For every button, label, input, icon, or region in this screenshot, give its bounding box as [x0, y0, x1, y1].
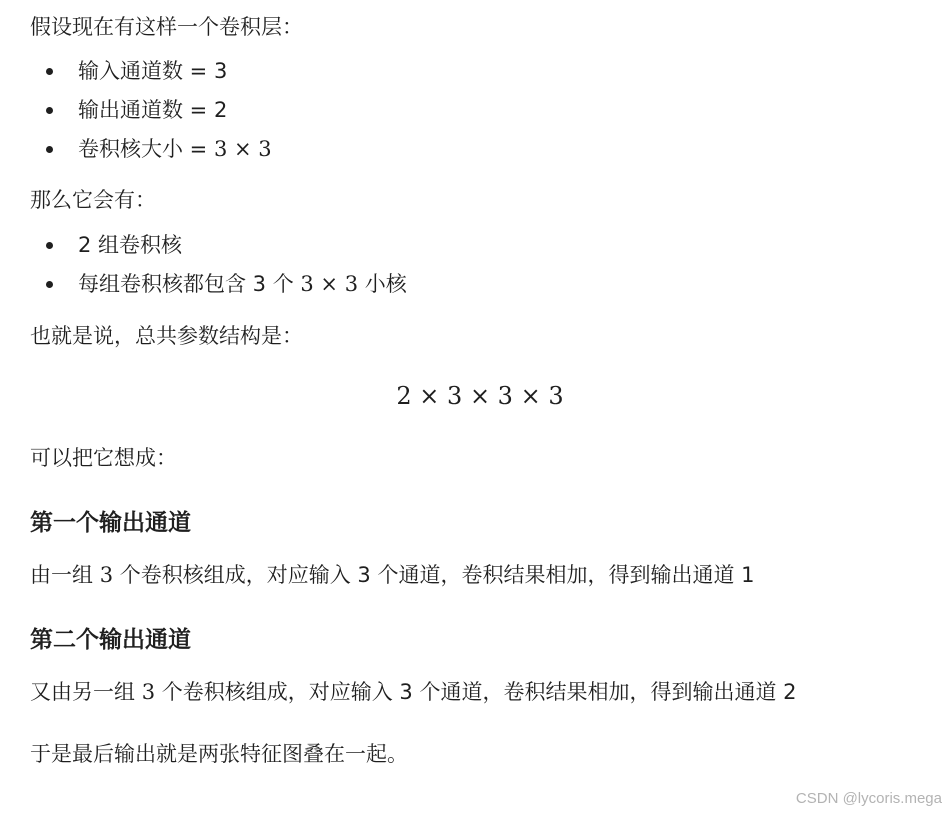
list-item — [30, 268, 407, 307]
think-as-text: 可以把它想成： — [30, 446, 177, 470]
math-inline: 3 × 3 — [213, 137, 272, 161]
list-item-text: 每组卷积核都包含 3 个 — [78, 272, 301, 296]
list-item-text-suffix: 小核 — [358, 272, 407, 296]
math-inline: 3 — [141, 680, 156, 704]
list-item-text: 输出通道数 = 2 — [78, 98, 228, 122]
bullet-icon — [46, 68, 53, 75]
kernel-points-list — [30, 229, 407, 307]
param-formula: 2 × 3 × 3 × 3 — [396, 382, 564, 410]
bullet-icon — [46, 242, 53, 249]
math-inline: 3 — [99, 563, 114, 587]
list-item — [30, 55, 272, 94]
section-body — [30, 559, 754, 591]
math-inline: 3 × 3 — [300, 272, 359, 296]
param-intro-text: 也就是说，总共参数结构是： — [30, 324, 303, 348]
list-item-text: 2 组卷积核 — [78, 233, 183, 257]
list-item-text: 卷积核大小 = — [78, 137, 214, 161]
list-item-text: 输入通道数 = 3 — [78, 59, 228, 83]
list-item — [30, 133, 272, 172]
section-body-text: 又由另一组 — [30, 680, 142, 704]
section-body-text-suffix: 个卷积核组成，对应输入 3 个通道，卷积结果相加，得到输出通道 1 — [113, 563, 755, 587]
section-heading: 第一个输出通道 — [30, 510, 191, 536]
watermark: CSDN @lycoris.mega — [795, 790, 942, 807]
section-body — [30, 676, 796, 708]
list-item — [30, 229, 407, 268]
bullet-icon — [46, 107, 53, 114]
bullet-icon — [46, 146, 53, 153]
section-body-text-suffix: 个卷积核组成，对应输入 3 个通道，卷积结果相加，得到输出通道 2 — [155, 680, 797, 704]
list-item — [30, 94, 272, 133]
layer-props-list — [30, 55, 272, 172]
section-heading: 第二个输出通道 — [30, 627, 191, 653]
intro-text: 假设现在有这样一个卷积层： — [30, 15, 303, 39]
conclusion-text: 于是最后输出就是两张特征图叠在一起。 — [30, 742, 408, 766]
section-body-text: 由一组 — [30, 563, 100, 587]
bullet-icon — [46, 281, 53, 288]
then-text: 那么它会有： — [30, 188, 156, 212]
